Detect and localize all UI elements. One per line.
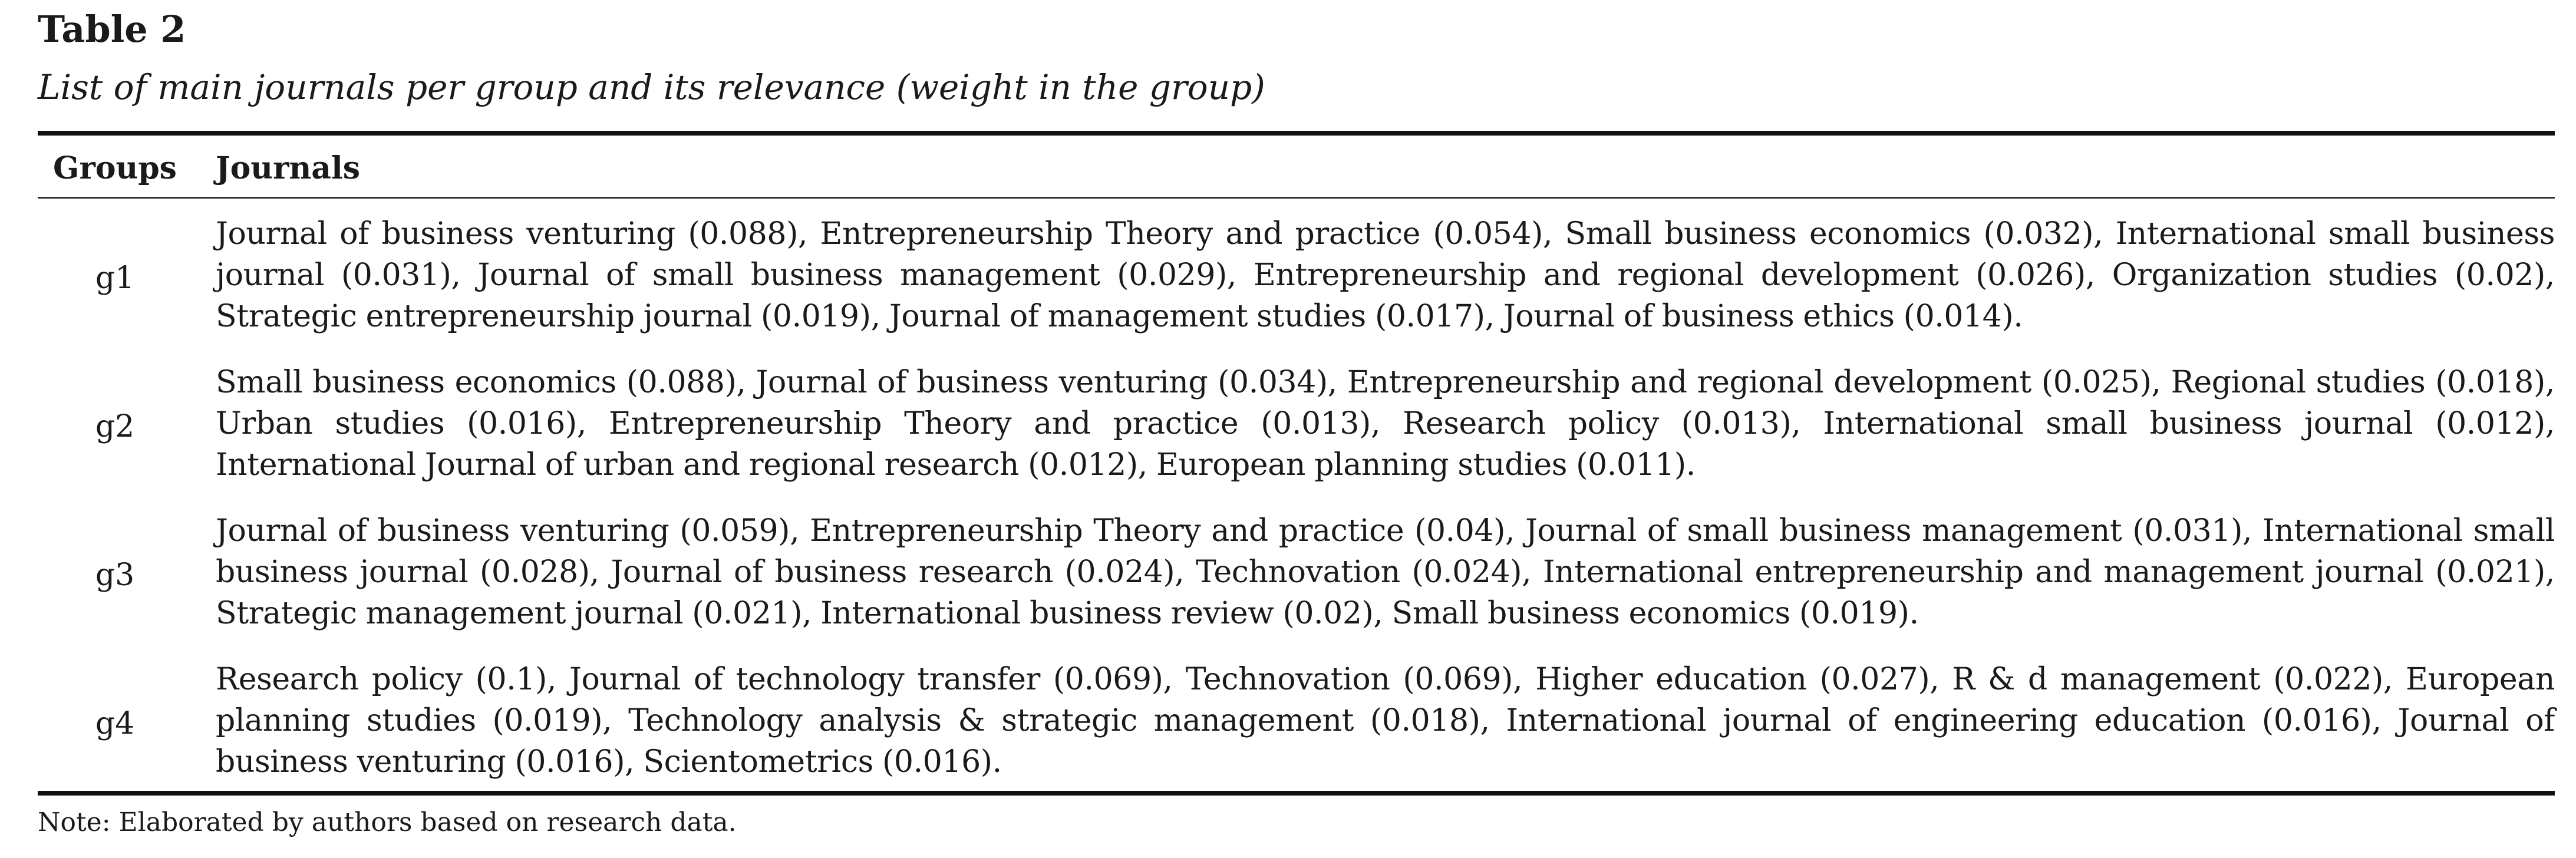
header-journals: Journals (216, 150, 361, 186)
table-label: Table 2 (38, 8, 186, 51)
bottom-rule (38, 791, 2555, 796)
header-rule (38, 197, 2555, 199)
table-row (38, 501, 2555, 649)
group-cell: g3 (95, 557, 135, 593)
journals-cell: Research policy (0.1), Journal of technology transfer (0.069), Technovation (0.069), Higher education (0.027), R & d management (0.022), European planning studies (0.019), Technology analysis & strategic management (0.018), International journal of engineering education (0.016), Journal of business venturing (0.016), Scientometrics (0.016). (216, 662, 2555, 780)
journals-cell: Journal of business venturing (0.059), Entrepreneurship Theory and practice (0.04), Journal of small business management (0.031), International small business journal (0.028), Journal of business research (0.024), Technovation (0.024), International entrepreneurship and management journal (0.021), Strategic management journal (0.021), International business review (0.02), Small business economics (0.019). (216, 513, 2555, 631)
group-cell: g4 (95, 706, 135, 741)
group-cell: g1 (95, 260, 135, 296)
header-groups: Groups (53, 150, 177, 186)
table-caption: List of main journals per group and its relevance (weight in the group) (38, 67, 1265, 107)
table-row (38, 649, 2555, 798)
journals-cell: Journal of business venturing (0.088), Entrepreneurship Theory and practice (0.054), Small business economics (0.032), International small business journal (0.031), Journal of small business management (0.029), Entrepreneurship and regional development (0.026), Organization studies (0.02), Strategic entrepreneurship journal (0.019), Journal of management studies (0.017), Journal of business ethics (0.014). (216, 216, 2555, 334)
journals-cell: Small business economics (0.088), Journal of business venturing (0.034), Entrepreneurship and regional development (0.025), Regional studies (0.018), Urban studies (0.016), Entrepreneurship Theory and practice (0.013), Research policy (0.013), International small business journal (0.012), International Journal of urban and regional research (0.012), European planning studies (0.011). (216, 365, 2555, 483)
table-row (38, 352, 2555, 501)
table-row (38, 204, 2555, 352)
group-cell: g2 (95, 409, 135, 444)
table-note: Note: Elaborated by authors based on research data. (38, 807, 737, 837)
top-rule (38, 131, 2555, 136)
table-header-row (38, 141, 2555, 196)
